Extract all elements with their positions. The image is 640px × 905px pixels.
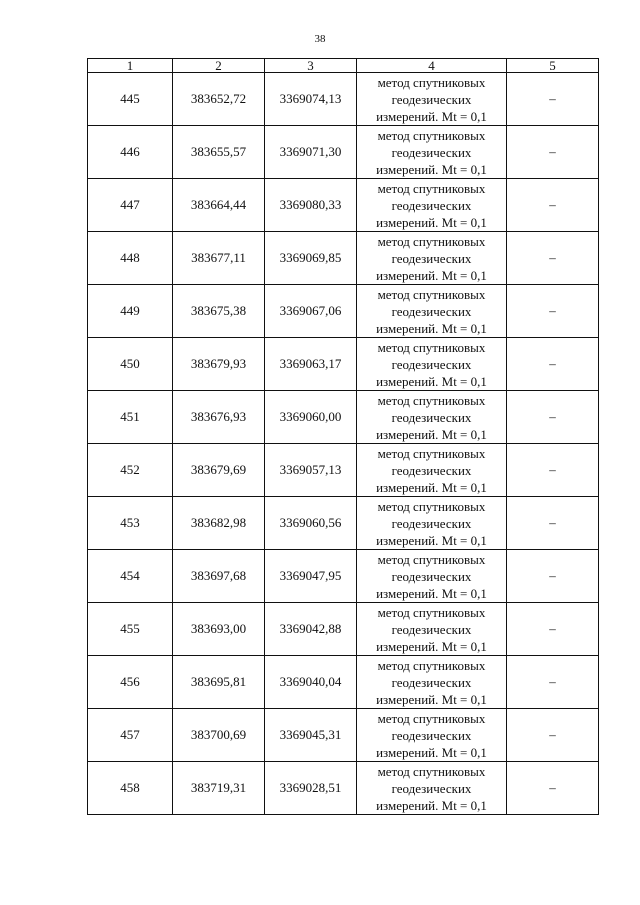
- method-line: геодезических: [391, 568, 472, 584]
- method-cell: [357, 444, 507, 497]
- method-cell: [357, 232, 507, 285]
- note-cell: –: [507, 550, 599, 603]
- method-line: метод спутниковых: [377, 339, 486, 355]
- method-cell: [357, 762, 507, 815]
- table-row: [88, 444, 599, 497]
- method-cell: [357, 179, 507, 232]
- method-line: метод спутниковых: [377, 127, 486, 143]
- method-line: измерений. Mt = 0,1: [376, 744, 487, 760]
- table-row: [88, 709, 599, 762]
- method-line: геодезических: [391, 462, 472, 478]
- method-line: геодезических: [391, 621, 472, 637]
- method-line: измерений. Mt = 0,1: [376, 161, 487, 177]
- y-coordinate-cell: 3369080,33: [265, 179, 357, 232]
- method-line: измерений. Mt = 0,1: [376, 691, 487, 707]
- point-number-cell: 452: [88, 444, 173, 497]
- x-coordinate-cell: 383676,93: [173, 391, 265, 444]
- method-line: измерений. Mt = 0,1: [376, 214, 487, 230]
- note-cell: –: [507, 656, 599, 709]
- table-row: [88, 179, 599, 232]
- y-coordinate-cell: 3369042,88: [265, 603, 357, 656]
- header-col-5: 5: [507, 59, 599, 73]
- method-cell: [357, 126, 507, 179]
- note-cell: –: [507, 497, 599, 550]
- table-row: [88, 762, 599, 815]
- x-coordinate-cell: 383655,57: [173, 126, 265, 179]
- header-col-4: 4: [357, 59, 507, 73]
- method-cell: [357, 550, 507, 603]
- y-coordinate-cell: 3369071,30: [265, 126, 357, 179]
- y-coordinate-cell: 3369067,06: [265, 285, 357, 338]
- method-cell: [357, 73, 507, 126]
- method-line: геодезических: [391, 515, 472, 531]
- method-cell: [357, 709, 507, 762]
- y-coordinate-cell: 3369057,13: [265, 444, 357, 497]
- table-row: [88, 603, 599, 656]
- y-coordinate-cell: 3369045,31: [265, 709, 357, 762]
- method-line: измерений. Mt = 0,1: [376, 320, 487, 336]
- method-line: метод спутниковых: [377, 286, 486, 302]
- table-row: [88, 73, 599, 126]
- note-cell: –: [507, 232, 599, 285]
- method-line: измерений. Mt = 0,1: [376, 532, 487, 548]
- method-line: измерений. Mt = 0,1: [376, 267, 487, 283]
- method-line: геодезических: [391, 409, 472, 425]
- x-coordinate-cell: 383677,11: [173, 232, 265, 285]
- note-cell: –: [507, 338, 599, 391]
- x-coordinate-cell: 383700,69: [173, 709, 265, 762]
- method-cell: [357, 338, 507, 391]
- method-line: геодезических: [391, 674, 472, 690]
- y-coordinate-cell: 3369069,85: [265, 232, 357, 285]
- table-row: [88, 497, 599, 550]
- page-number: 38: [314, 33, 326, 45]
- method-line: метод спутниковых: [377, 604, 486, 620]
- table-row: [88, 232, 599, 285]
- table-row: [88, 126, 599, 179]
- method-line: измерений. Mt = 0,1: [376, 426, 487, 442]
- table-row: [88, 391, 599, 444]
- table-row: [88, 338, 599, 391]
- method-line: измерений. Mt = 0,1: [376, 638, 487, 654]
- method-line: метод спутниковых: [377, 445, 486, 461]
- note-cell: –: [507, 73, 599, 126]
- method-line: геодезических: [391, 197, 472, 213]
- method-cell: [357, 497, 507, 550]
- table-row: [88, 656, 599, 709]
- note-cell: –: [507, 179, 599, 232]
- method-line: измерений. Mt = 0,1: [376, 585, 487, 601]
- method-line: геодезических: [391, 250, 472, 266]
- x-coordinate-cell: 383675,38: [173, 285, 265, 338]
- point-number-cell: 447: [88, 179, 173, 232]
- method-line: измерений. Mt = 0,1: [376, 479, 487, 495]
- note-cell: –: [507, 603, 599, 656]
- x-coordinate-cell: 383682,98: [173, 497, 265, 550]
- x-coordinate-cell: 383652,72: [173, 73, 265, 126]
- point-number-cell: 448: [88, 232, 173, 285]
- method-line: геодезических: [391, 780, 472, 796]
- method-line: метод спутниковых: [377, 233, 486, 249]
- header-col-3: 3: [265, 59, 357, 73]
- method-cell: [357, 603, 507, 656]
- method-line: геодезических: [391, 144, 472, 160]
- coordinates-table: [87, 58, 599, 815]
- x-coordinate-cell: 383719,31: [173, 762, 265, 815]
- method-line: метод спутниковых: [377, 180, 486, 196]
- point-number-cell: 454: [88, 550, 173, 603]
- point-number-cell: 453: [88, 497, 173, 550]
- x-coordinate-cell: 383695,81: [173, 656, 265, 709]
- x-coordinate-cell: 383679,93: [173, 338, 265, 391]
- method-line: геодезических: [391, 727, 472, 743]
- x-coordinate-cell: 383664,44: [173, 179, 265, 232]
- table-row: [88, 550, 599, 603]
- y-coordinate-cell: 3369074,13: [265, 73, 357, 126]
- point-number-cell: 445: [88, 73, 173, 126]
- method-line: метод спутниковых: [377, 498, 486, 514]
- y-coordinate-cell: 3369028,51: [265, 762, 357, 815]
- y-coordinate-cell: 3369047,95: [265, 550, 357, 603]
- note-cell: –: [507, 285, 599, 338]
- note-cell: –: [507, 444, 599, 497]
- x-coordinate-cell: 383679,69: [173, 444, 265, 497]
- y-coordinate-cell: 3369063,17: [265, 338, 357, 391]
- method-cell: [357, 391, 507, 444]
- table-header: [88, 59, 599, 73]
- y-coordinate-cell: 3369060,00: [265, 391, 357, 444]
- y-coordinate-cell: 3369040,04: [265, 656, 357, 709]
- y-coordinate-cell: 3369060,56: [265, 497, 357, 550]
- header-col-2: 2: [173, 59, 265, 73]
- note-cell: –: [507, 126, 599, 179]
- point-number-cell: 458: [88, 762, 173, 815]
- table-body: [88, 73, 599, 815]
- method-line: геодезических: [391, 303, 472, 319]
- point-number-cell: 446: [88, 126, 173, 179]
- header-col-1: 1: [88, 59, 173, 73]
- method-line: геодезических: [391, 91, 472, 107]
- x-coordinate-cell: 383693,00: [173, 603, 265, 656]
- point-number-cell: 457: [88, 709, 173, 762]
- point-number-cell: 449: [88, 285, 173, 338]
- method-line: метод спутниковых: [377, 763, 486, 779]
- point-number-cell: 450: [88, 338, 173, 391]
- point-number-cell: 455: [88, 603, 173, 656]
- method-line: измерений. Mt = 0,1: [376, 797, 487, 813]
- method-line: метод спутниковых: [377, 551, 486, 567]
- method-line: измерений. Mt = 0,1: [376, 373, 487, 389]
- note-cell: –: [507, 709, 599, 762]
- note-cell: –: [507, 391, 599, 444]
- point-number-cell: 451: [88, 391, 173, 444]
- method-line: метод спутниковых: [377, 710, 486, 726]
- table-row: [88, 285, 599, 338]
- method-cell: [357, 656, 507, 709]
- method-line: измерений. Mt = 0,1: [376, 108, 487, 124]
- method-line: метод спутниковых: [377, 392, 486, 408]
- point-number-cell: 456: [88, 656, 173, 709]
- note-cell: –: [507, 762, 599, 815]
- header-row: [88, 59, 599, 73]
- x-coordinate-cell: 383697,68: [173, 550, 265, 603]
- method-line: метод спутниковых: [377, 657, 486, 673]
- method-cell: [357, 285, 507, 338]
- method-line: геодезических: [391, 356, 472, 372]
- method-line: метод спутниковых: [377, 74, 486, 90]
